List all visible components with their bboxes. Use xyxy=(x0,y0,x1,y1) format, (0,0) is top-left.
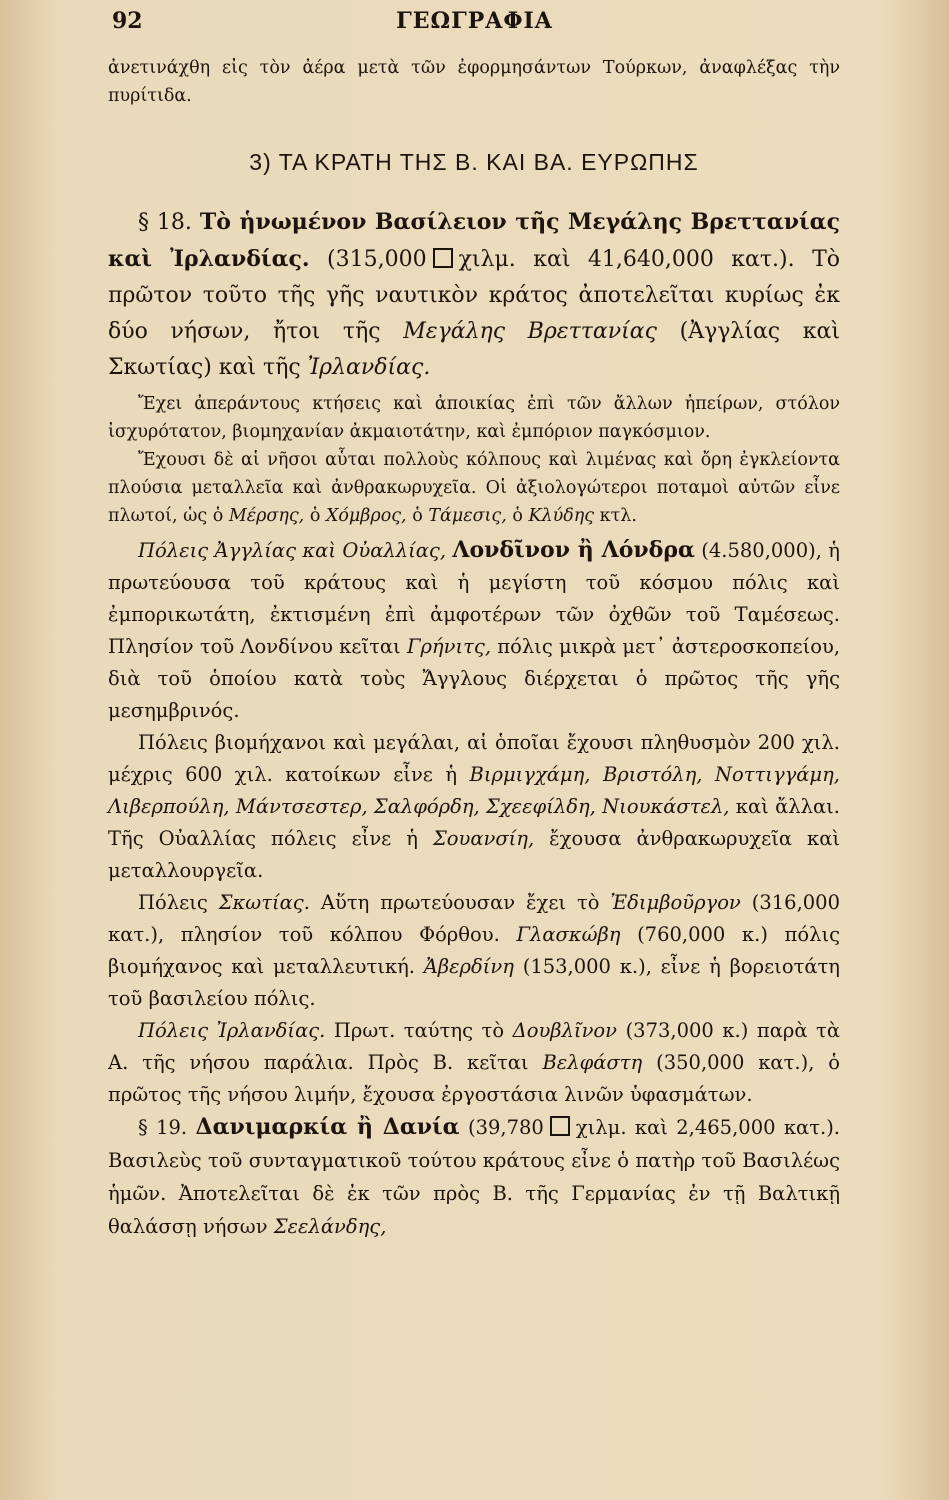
industrial-text: Πόλεις βιομήχανοι καὶ μεγάλαι, αἱ ὁποῖαι ἔχουσι πληθυσμὸν 200 χιλ. μέχρις 600 χιλ. κατοίκων εἶνε ἡ xyxy=(108,731,840,786)
islands-paragraph xyxy=(108,446,840,530)
scotland-paragraph xyxy=(108,887,840,1015)
greenwich-name: Γρήνιτς, xyxy=(406,635,492,658)
dublin-text: (373,000 κ.) παρὰ τὰ Α. τῆς νήσου παράλια. Πρὸς Β. κεῖται xyxy=(108,1019,841,1074)
river-mersey: Μέρσης, xyxy=(228,506,305,526)
greenwich-text: πόλις μικρὰ μετ᾽ ἀστεροσκοπείου, διὰ τοῦ ὁποίου κατὰ τοὺς Ἄγγλους διέρχεται ὁ πρῶτος τῆς γῆς μεσημβρινός. xyxy=(108,635,841,722)
edinburgh-text: (316,000 κατ.), πλησίον τοῦ κόλπου Φόρθου. xyxy=(108,891,840,946)
square-icon xyxy=(433,248,453,268)
section-18-number: § 18. xyxy=(138,210,192,235)
article: ὁ xyxy=(412,506,423,526)
running-title: ΓΕΩΓΡΑΦΙΑ xyxy=(396,8,553,34)
england-cities-lead: Πόλεις Ἀγγλίας καὶ Οὐαλλίας, xyxy=(138,539,447,562)
edinburgh-name: Ἐδιμβοῦργον xyxy=(610,891,741,914)
ireland-paragraph xyxy=(108,1015,840,1111)
page-header xyxy=(0,6,949,36)
section-18-text: Τὸ πρῶτον τοῦτο τῆς γῆς ναυτικὸν κράτος ἀποτελεῖται κυρίως ἐκ δύο νήσων, ἤτοι τῆς xyxy=(108,247,841,344)
wales-text: καὶ ἄλλαι. Τῆς Οὐαλλίας πόλεις εἶνε ἡ xyxy=(108,795,840,850)
article: ὁ xyxy=(512,506,523,526)
belfast-name: Βελφάστη xyxy=(542,1051,643,1074)
islands-text: Ἔχουσι δὲ αἱ νῆσοι αὗται πολλοὺς κόλπους καὶ λιμένας καὶ ὄρη ἐγκλείοντα πλούσια μεταλλεῖα καὶ ἀνθρακωρυχεῖα. Οἱ ἀξιολογώτεροι ποταμοὶ αὐτῶν εἶνε πλωτοί, ὡς ὁ xyxy=(108,450,840,526)
ireland-lead: Πόλεις Ἰρλανδίας. xyxy=(138,1019,326,1042)
aberdeen-name: Ἀβερδίνη xyxy=(423,955,514,978)
intro-paragraph: ἀνετινάχθη εἰς τὸν ἀέρα μετὰ τῶν ἐφορμησάντων Τούρκων, ἀναφλέξας τὴν πυρίτιδα. xyxy=(108,58,840,106)
river-thames: Τάμεσις, xyxy=(428,506,507,526)
section-18-text-b: (Ἀγγλίας καὶ Σκωτίας) καὶ τῆς xyxy=(108,319,841,380)
river-clyde: Κλύδης xyxy=(528,506,595,526)
section-18-title: Τὸ ἡνωμένον Βασίλειον τῆς Μεγάλης Βρεττανίας καὶ Ἰρλανδίας. xyxy=(108,209,840,272)
square-icon xyxy=(550,1116,570,1136)
belfast-text: (350,000 κατ.), ὁ πρῶτος τῆς νήσου λιμήν, ἔχουσα ἐργοστάσια λινῶν ὑφασμάτων. xyxy=(108,1051,841,1106)
section-19-title: Δανιμαρκία ἢ Δανία xyxy=(195,1114,460,1140)
section-19-text: χιλμ. καὶ 2,465,000 κατ.). Βασιλεὺς τοῦ συνταγματικοῦ τούτου κράτους εἶνε ὁ πατὴρ τοῦ Βασιλέως ἡμῶν. Ἀποτελεῖται δὲ ἐκ τῶν πρὸς Β. τῆς Γερμανίας ἐν τῇ Βαλτικῇ θαλάσσῃ νήσων xyxy=(108,1116,841,1238)
industrial-city-list: Βιρμιγχάμη, Βριστόλη, Νοττιγγάμη, Λιβερπούλη, Μάντσεστερ, Σαλφόρδη, Σχεεφίλδη, Νιουκάστελ, xyxy=(108,763,840,818)
swansea-text: ἔχουσα ἀνθρακωρυχεῖα καὶ μεταλλουργεῖα. xyxy=(108,827,841,882)
london-paragraph xyxy=(108,534,840,727)
section-heading: 3) ΤΑ ΚΡΑΤΗ ΤΗΣ Β. ΚΑΙ ΒΑ. ΕΥΡΩΠΗΣ xyxy=(249,149,699,175)
page-body xyxy=(108,54,840,1243)
glasgow-text: (760,000 κ.) πόλις βιομήχανος καὶ μεταλλευτική. xyxy=(108,923,841,978)
dublin-name: Δουβλῖνον xyxy=(512,1019,618,1042)
glasgow-name: Γλασκώβη xyxy=(516,923,621,946)
zealand-name: Σεελάνδης, xyxy=(273,1215,387,1238)
scotland-text: Αὕτη πρωτεύουσαν ἔχει τὸ xyxy=(320,891,600,914)
section-19-number: § 19. xyxy=(138,1116,188,1139)
great-britain-term: Μεγάλης Βρεττανίας xyxy=(403,319,657,344)
section-18-area: (315,000 xyxy=(327,247,427,272)
section-19-area: (39,780 xyxy=(468,1116,544,1139)
river-humber: Χόμβρος, xyxy=(325,506,407,526)
etc-text: κτλ. xyxy=(599,506,637,526)
ireland-text: Πρωτ. ταύτης τὸ xyxy=(333,1019,505,1042)
industrial-cities-paragraph xyxy=(108,727,840,887)
scotland-lead: Πόλεις xyxy=(138,891,208,914)
london-text: (4.580,000), ἡ πρωτεύουσα τοῦ κράτους καὶ ἡ μεγίστη τοῦ κόσμου πόλις καὶ ἐμπορικωτάτη, ἐκτισμένη ἐπὶ ἀμφοτέρων τῶν ὀχθῶν τοῦ Ταμέσεως. Πλησίον τοῦ Λονδίνου κεῖται xyxy=(108,539,840,658)
ireland-term: Ἰρλανδίας. xyxy=(307,355,431,380)
section-19-paragraph xyxy=(108,1111,840,1243)
swansea-name: Σουανσίη, xyxy=(432,827,535,850)
aberdeen-text: (153,000 κ.), εἶνε ἡ βορειοτάτη τοῦ βασιλείου πόλις. xyxy=(108,955,840,1010)
section-18-paragraph xyxy=(108,204,840,386)
section-18-population: χιλμ. καὶ 41,640,000 κατ.). xyxy=(458,247,795,272)
colonies-paragraph: Ἔχει ἀπεράντους κτήσεις καὶ ἀποικίας ἐπὶ τῶν ἄλλων ἠπείρων, στόλον ἰσχυρότατον, βιομηχανίαν ἀκμαιοτάτην, καὶ ἐμπόριον παγκόσμιον. xyxy=(108,394,840,442)
article: ὁ xyxy=(309,506,321,526)
london-name: Λονδῖνον ἢ Λόνδρα xyxy=(452,537,695,563)
scotland-name: Σκωτίας. xyxy=(218,891,310,914)
page-number: 92 xyxy=(112,8,143,34)
